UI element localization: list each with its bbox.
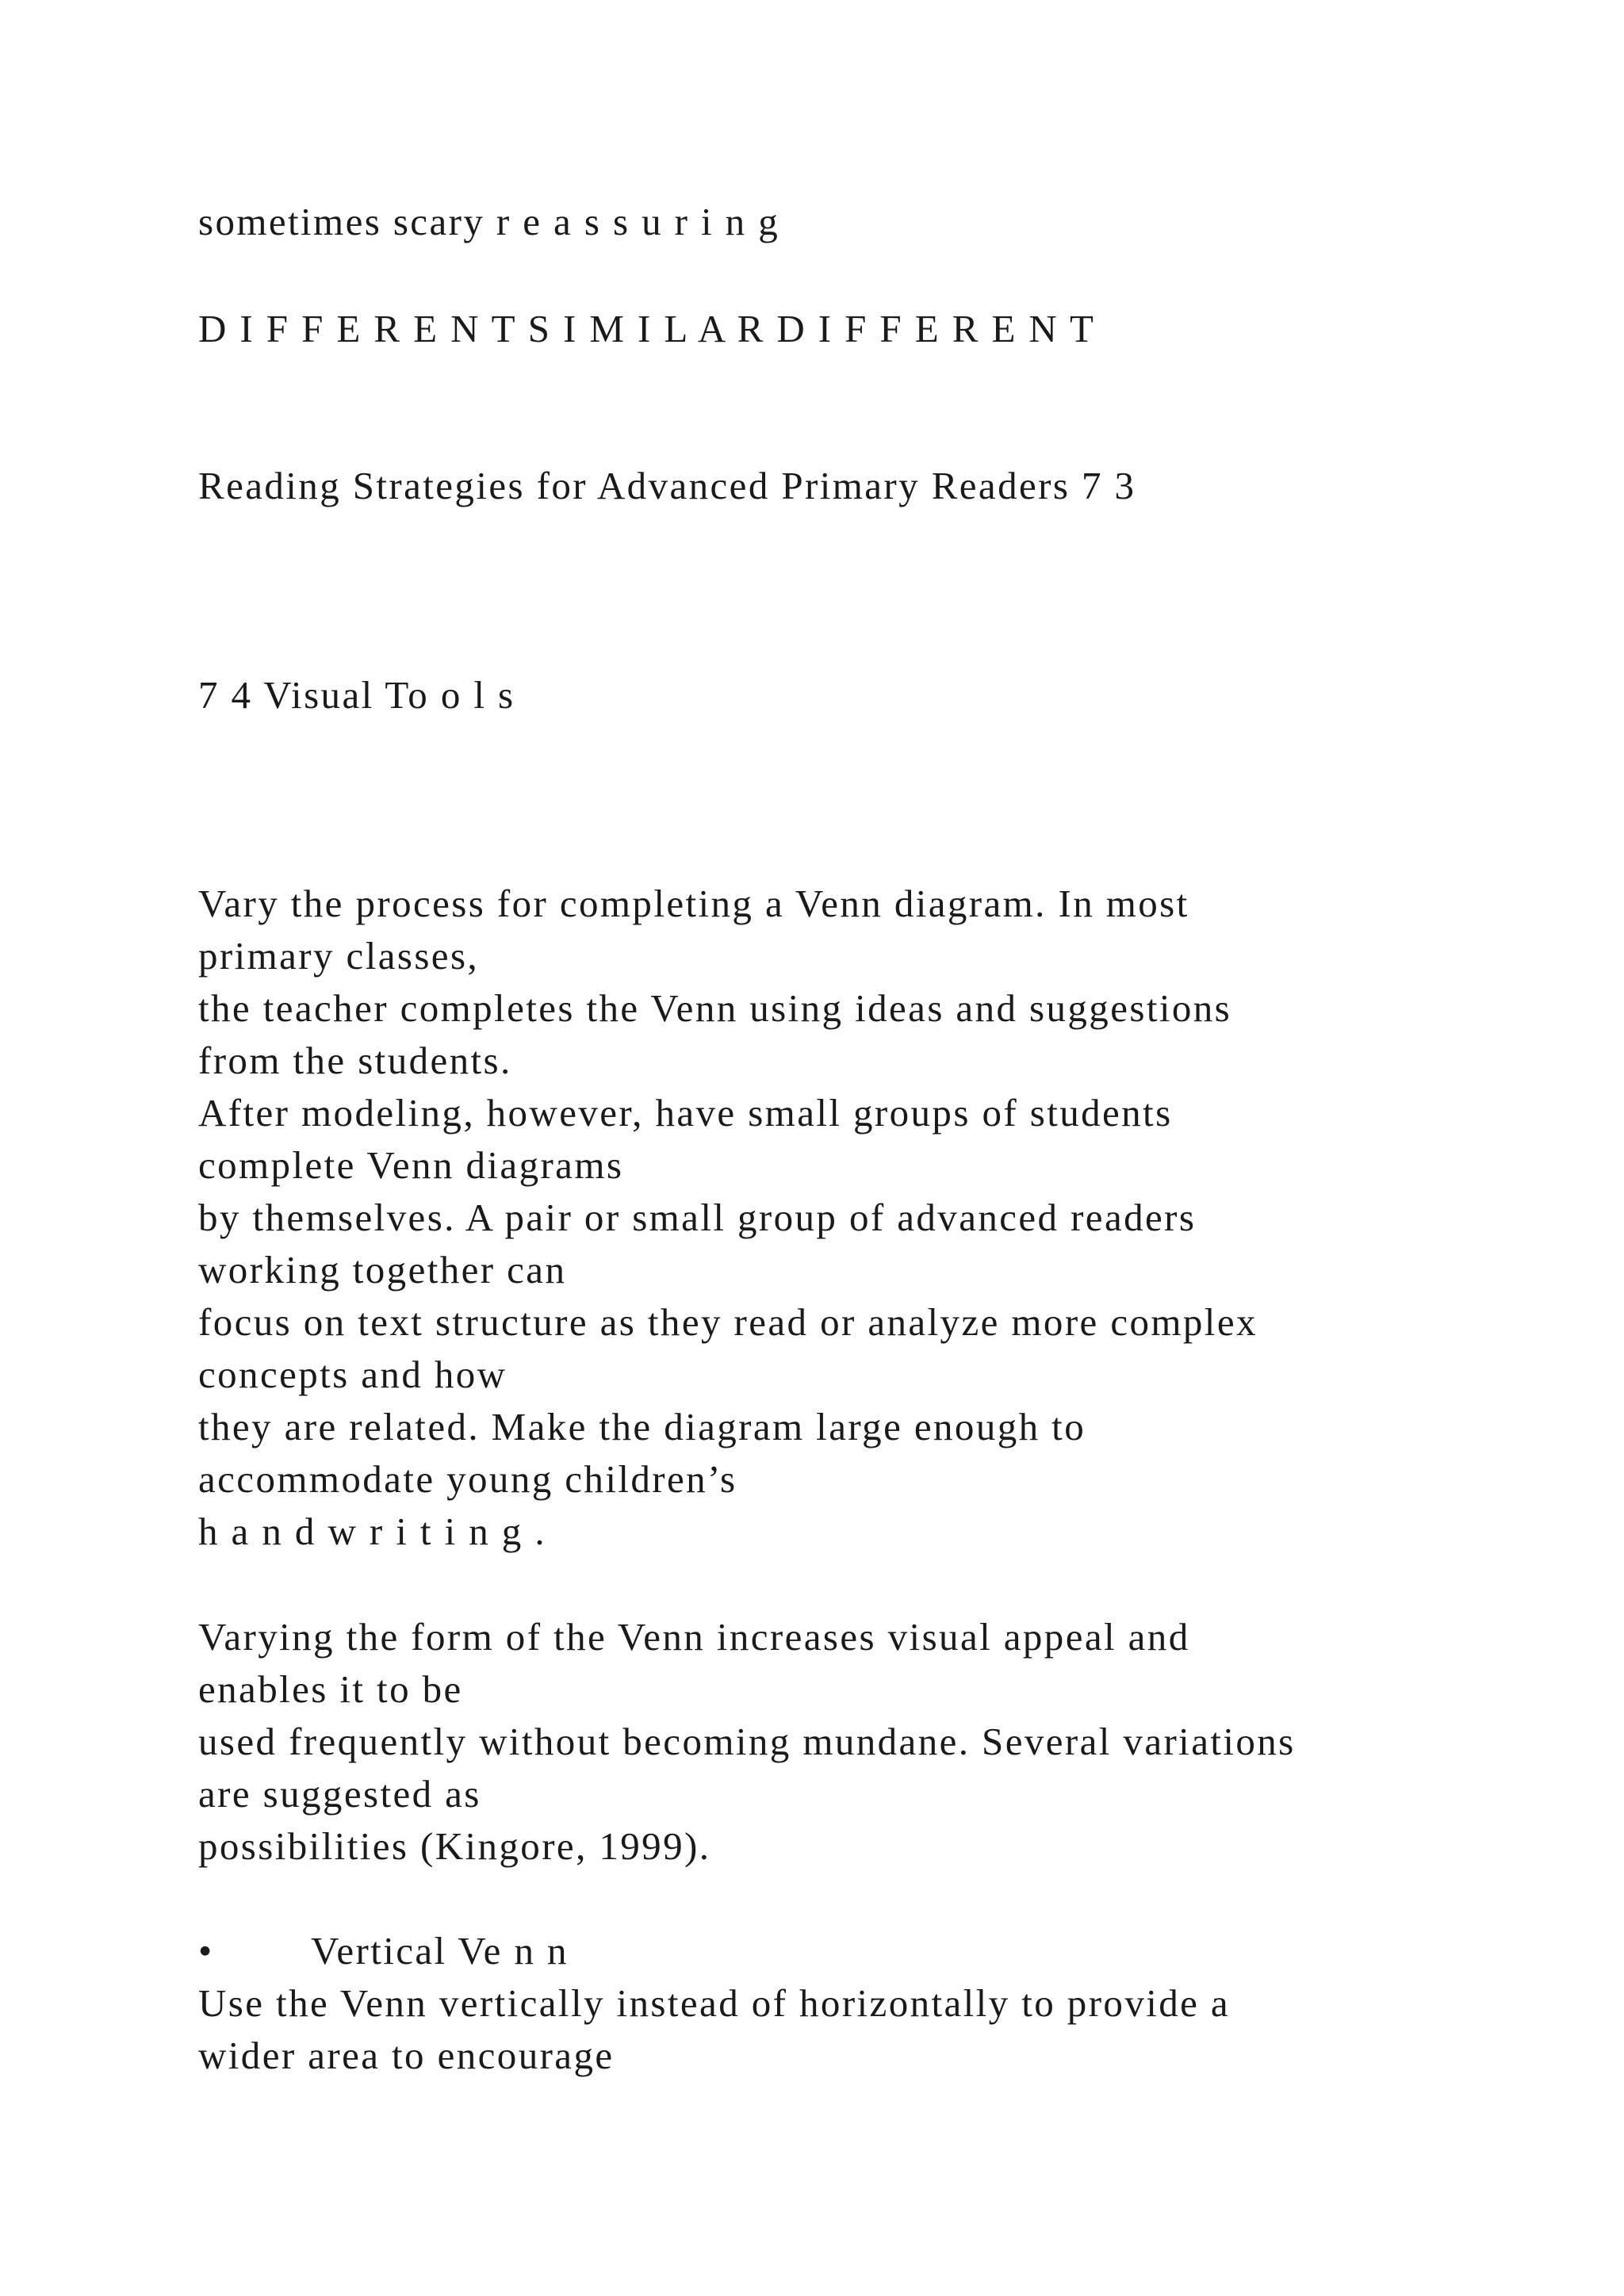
paragraph-line: possibilities (Kingore, 1999).	[198, 1824, 711, 1868]
paragraph-line: focus on text structure as they read or analyze more complex	[198, 1300, 1258, 1344]
paragraph-line: they are related. Make the diagram large enough to	[198, 1405, 1086, 1448]
running-head: Reading Strategies for Advanced Primary Readers 7 3	[198, 464, 1136, 507]
paragraph-line: enables it to be	[198, 1667, 463, 1711]
paragraph-line: complete Venn diagrams	[198, 1143, 624, 1187]
section-heading: 7 4 Visual To o l s	[198, 673, 515, 717]
paragraph-line: used frequently without becoming mundane. Several variations	[198, 1720, 1296, 1763]
paragraph-line: Varying the form of the Venn increases visual appeal and	[198, 1615, 1190, 1659]
text-line: D I F F E R E N T S I M I L A R D I F F E R E N T	[198, 307, 1096, 350]
paragraph-line: from the students.	[198, 1039, 512, 1082]
paragraph-line: working together can	[198, 1248, 567, 1292]
paragraph-line: Use the Venn vertically instead of horizontally to provide a	[198, 1981, 1231, 2025]
text-line: sometimes scary r e a s s u r i n g	[198, 200, 780, 243]
bullet-icon: •	[198, 1929, 213, 1973]
paragraph-line: primary classes,	[198, 934, 480, 978]
bullet-label: Vertical Ve n n	[311, 1929, 569, 1973]
paragraph-line: are suggested as	[198, 1772, 481, 1816]
paragraph-line: the teacher completes the Venn using ideas and suggestions	[198, 986, 1232, 1030]
paragraph-line: wider area to encourage	[198, 2034, 615, 2077]
paragraph-line: h a n d w r i t i n g .	[198, 1510, 546, 1553]
paragraph-line: Vary the process for completing a Venn diagram. In most	[198, 882, 1189, 925]
paragraph-line: accommodate young children’s	[198, 1457, 737, 1501]
paragraph-line: After modeling, however, have small groups of students	[198, 1091, 1173, 1135]
paragraph-line: concepts and how	[198, 1353, 508, 1396]
paragraph-line: by themselves. A pair or small group of advanced readers	[198, 1196, 1197, 1239]
